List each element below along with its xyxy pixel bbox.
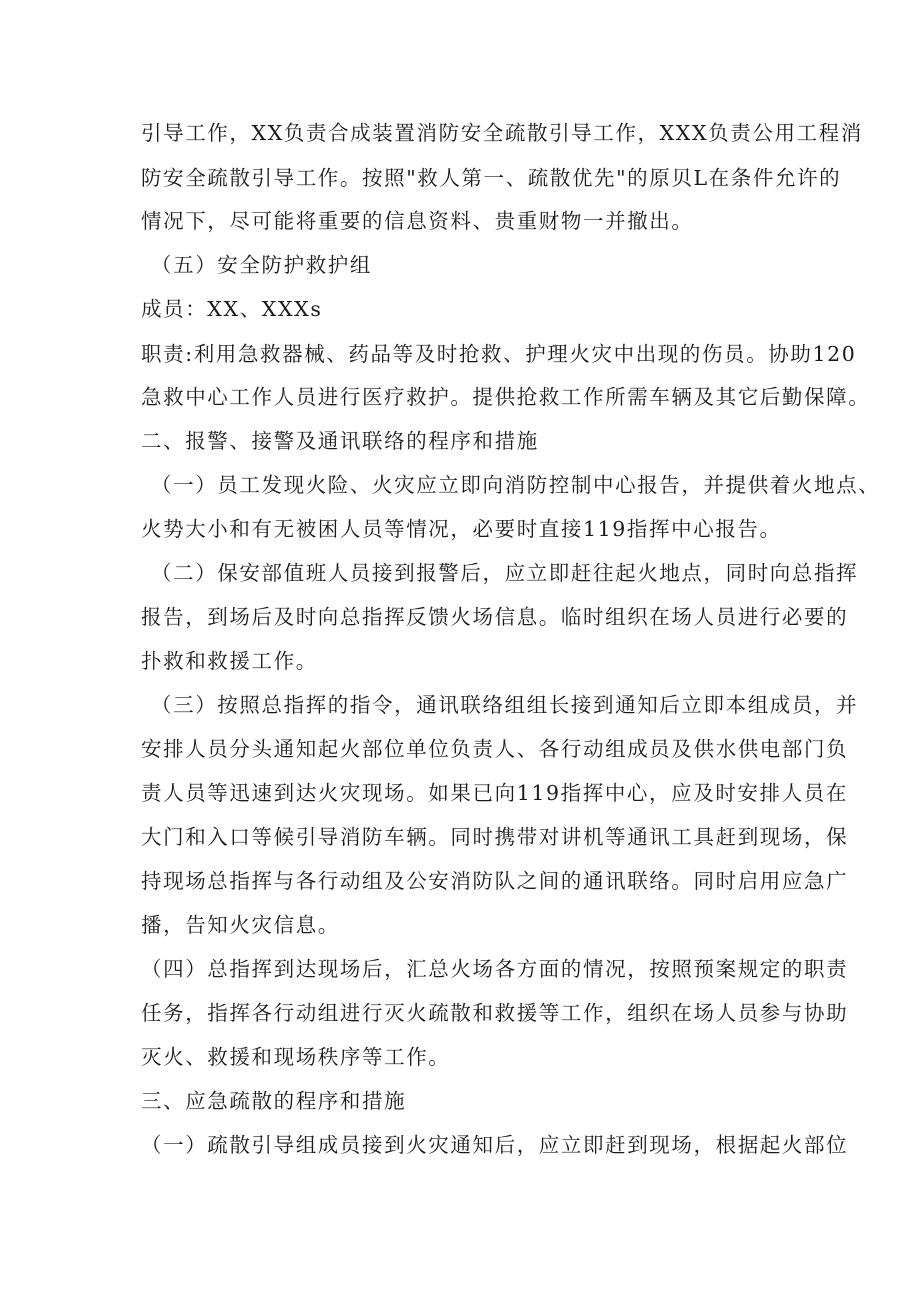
text-line: 职责:利用急救器械、药品等及时抢救、护理火灾中出现的伤员。协助120 (141, 342, 857, 366)
text-line: 情况下，尽可能将重要的信息资料、贵重财物一并撤出。 (141, 209, 694, 233)
text-line: （一）员工发现火险、火灾应立即向消防控制中心报告，并提供着火地点、 (151, 473, 881, 497)
text-line: 防安全疏散引导工作。按照"救人第一、疏散优先"的原贝L在条件允许的 (141, 166, 842, 190)
text-line: 任务，指挥各行动组进行灭火疏散和救援等工作，组织在场人员参与协助 (141, 1001, 849, 1025)
text-line: 灭火、救援和现场秩序等工作。 (141, 1045, 451, 1069)
section-heading: 二、报警、接警及通讯联络的程序和措施 (141, 429, 539, 453)
text-line: 播，告知火灾信息。 (141, 913, 340, 937)
text-line: （四）总指挥到达现场后，汇总火场各方面的情况，按照预案规定的职责 (141, 957, 849, 981)
text-line: 火势大小和有无被困人员等情况，必要时直接119指挥中心报告。 (141, 517, 782, 541)
text-line: 责人员等迅速到达火灾现场。如果已向119指挥中心，应及时安排人员在 (141, 781, 848, 805)
text-line: 大门和入口等候引导消防车辆。同时携带对讲机等通讯工具赶到现场，保 (141, 825, 849, 849)
section-heading: （五）安全防护救护组 (151, 253, 372, 277)
text-line: 安排人员分头通知起火部位单位负责人、各行动组成员及供水供电部门负 (141, 737, 849, 761)
text-line: 扑救和救援工作。 (141, 649, 318, 673)
text-line: 成员：XX、XXXs (141, 297, 323, 321)
text-line: 报告，到场后及时向总指挥反馈火场信息。临时组织在场人员进行必要的 (141, 605, 849, 629)
text-line: （三）按照总指挥的指令，通讯联络组组长接到通知后立即本组成员，并 (151, 693, 859, 717)
text-line: 急救中心工作人员进行医疗救护。提供抢救工作所需车辆及其它后勤保障。 (141, 385, 871, 409)
section-heading: 三、应急疏散的程序和措施 (141, 1089, 407, 1113)
text-line: （一）疏散引导组成员接到火灾通知后，应立即赶到现场，根据起火部位 (141, 1133, 849, 1157)
text-line: 引导工作，XX负责合成装置消防安全疏散引导工作，XXX负责公用工程消 (141, 121, 863, 145)
text-line: （二）保安部值班人员接到报警后，应立即赶往起火地点，同时向总指挥 (151, 561, 859, 585)
text-line: 持现场总指挥与各行动组及公安消防队之间的通讯联络。同时启用应急广 (141, 869, 849, 893)
